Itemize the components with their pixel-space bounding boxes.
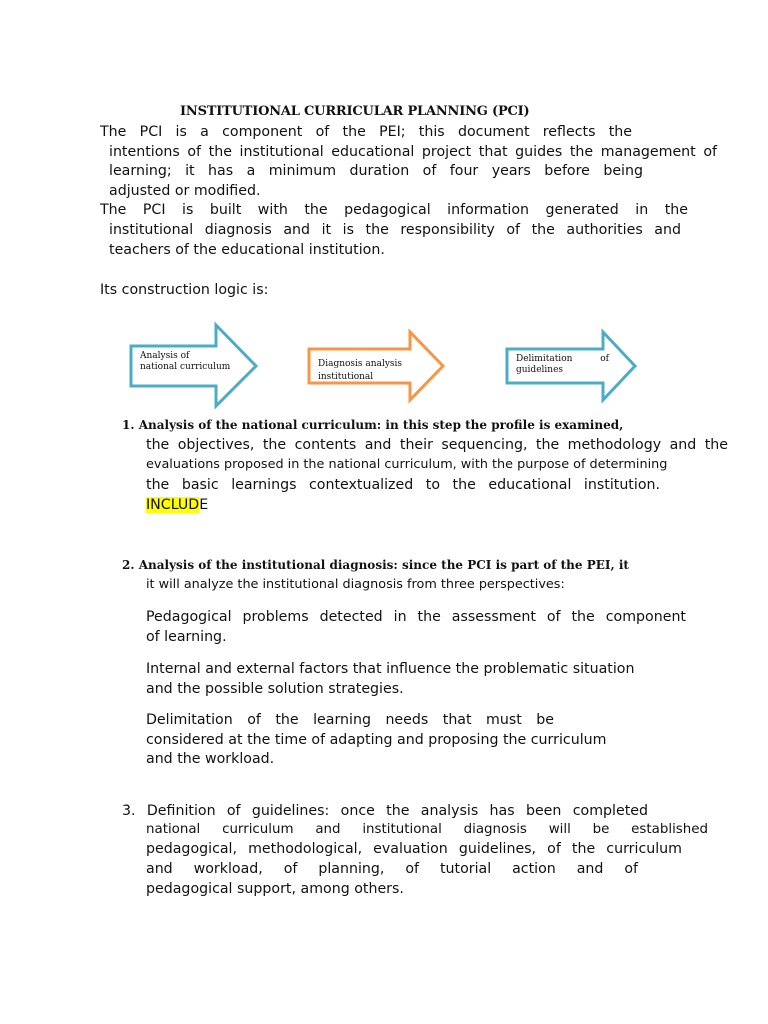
arrow-label-word: of bbox=[600, 354, 609, 364]
arrow-label-line: Analysis of bbox=[140, 351, 190, 361]
text-line: national curriculum and institutional diagnosis will be established bbox=[146, 822, 708, 837]
step-1-line-1 bbox=[146, 436, 728, 456]
highlight-tail: E bbox=[199, 497, 209, 513]
highlighted-note bbox=[146, 496, 208, 516]
text-line: intentions of the institutional educational project that guides the management of bbox=[109, 144, 717, 160]
text-line: pedagogical, methodological, evaluation guidelines, of the curriculum bbox=[146, 841, 682, 857]
text-line: The PCI is a component of the PEI; this document reflects the bbox=[100, 124, 632, 140]
text-line: and workload, of planning, of tutorial action and of bbox=[146, 861, 638, 877]
arrow-label-word: Delimitation bbox=[516, 354, 573, 364]
step-3-line-4: pedagogical support, among others. bbox=[146, 881, 404, 897]
text-line: and the possible solution strategies. bbox=[146, 680, 404, 697]
perspective-item-3 bbox=[146, 711, 606, 770]
text-line: teachers of the educational institution. bbox=[109, 242, 385, 258]
page-title: INSTITUTIONAL CURRICULAR PLANNING (PCI) bbox=[180, 104, 530, 119]
arrow-label-3 bbox=[516, 354, 609, 376]
text-line: the objectives, the contents and their sequencing, the methodology and the bbox=[146, 437, 728, 453]
step-2-lead: it will analyze the institutional diagnosis from three perspectives: bbox=[146, 577, 565, 592]
arrow-label-2 bbox=[318, 359, 402, 383]
arrow-label-line: Diagnosis analysis bbox=[318, 359, 403, 369]
text-line: Internal and external factors that influence the problematic situation bbox=[146, 661, 635, 677]
arrow-label-line: national curriculum bbox=[140, 362, 231, 372]
text-line: 3. Definition of guidelines: once the analysis has been completed bbox=[122, 803, 648, 819]
text-line: considered at the time of adapting and proposing the curriculum bbox=[146, 731, 607, 748]
step-1-line-3 bbox=[146, 476, 660, 496]
construction-logic-label: Its construction logic is: bbox=[100, 282, 269, 298]
step-3-line-3 bbox=[146, 860, 638, 880]
perspective-item-2 bbox=[146, 660, 634, 699]
text-line: adjusted or modified. bbox=[109, 183, 261, 199]
perspective-item-1 bbox=[146, 608, 686, 647]
text-line: Delimitation of the learning needs that must be bbox=[146, 712, 554, 728]
step-3-line-2 bbox=[146, 840, 682, 860]
flow-diagram bbox=[0, 0, 768, 420]
step-1-heading: 1. Analysis of the national curriculum: in this step the profile is examined, bbox=[122, 418, 624, 432]
text-line: The PCI is built with the pedagogical information generated in the bbox=[100, 202, 688, 218]
step-3-line-1 bbox=[146, 821, 708, 838]
text-line: the basic learnings contextualized to the educational institution. bbox=[146, 477, 660, 493]
step-2-heading: 2. Analysis of the institutional diagnosis: since the PCI is part of the PEI, it bbox=[122, 558, 629, 572]
step-1-line-2: evaluations proposed in the national curriculum, with the purpose of determining bbox=[146, 457, 668, 472]
step-3-heading bbox=[122, 802, 648, 822]
text-line: and the workload. bbox=[146, 751, 275, 768]
highlight-text: INCLUD bbox=[146, 497, 200, 513]
text-line: learning; it has a minimum duration of four years before being bbox=[109, 163, 643, 179]
text-line: Pedagogical problems detected in the assessment of the component bbox=[146, 609, 686, 625]
arrow-label-line: institutional bbox=[318, 372, 374, 382]
arrow-label-1 bbox=[140, 351, 230, 373]
text-line: institutional diagnosis and it is the responsibility of the authorities and bbox=[109, 222, 681, 238]
arrow-label-line: guidelines bbox=[516, 365, 564, 375]
text-line: of learning. bbox=[146, 628, 227, 645]
